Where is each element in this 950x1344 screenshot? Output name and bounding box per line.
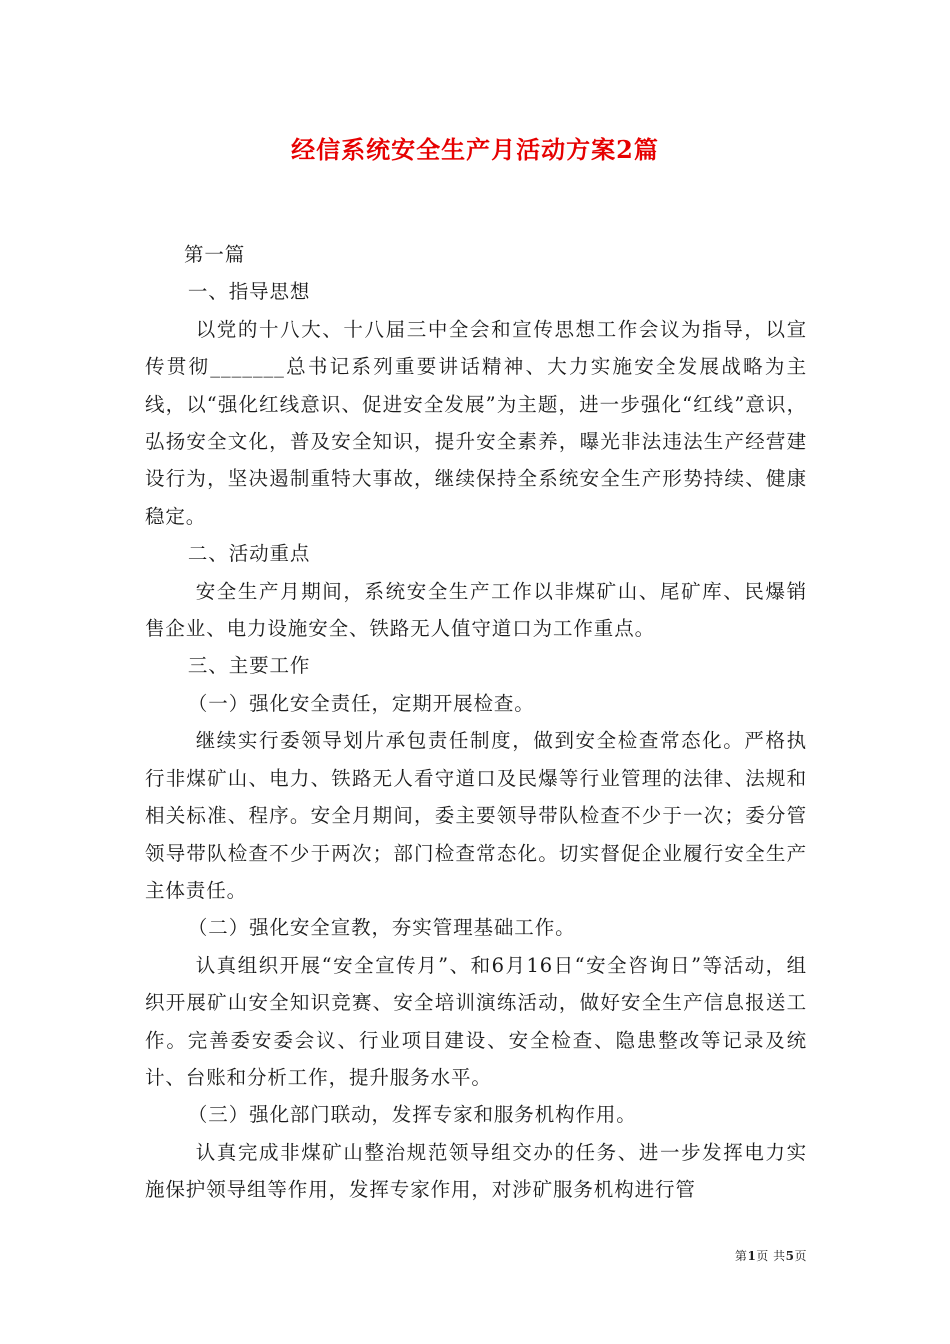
footer-suffix: 页 <box>794 1249 807 1263</box>
section-heading-activity-focus: 二、活动重点 <box>187 542 311 566</box>
section-heading-guiding-ideology: 一、指导思想 <box>187 280 311 304</box>
document-title: 经信系统安全生产月活动方案2篇 <box>291 135 659 164</box>
footer-total-pages: 5 <box>785 1249 795 1263</box>
subheading-department-linkage: （三）强化部门联动，发挥专家和服务机构作用。 <box>187 1103 637 1127</box>
footer-current-page: 1 <box>747 1249 757 1263</box>
paragraph-guiding-ideology: 以党的十八大、十八届三中全会和宣传思想工作会议为指导，以宣传贯彻_______总书记系列重要讲话精神、大力实施安全发展战略为主线，以“强化红线意识、促进安全发展”为主题，进一步强化“红线”意识，弘扬安全文化，普及安全知识，提升安全素养，曝光非法违法生产经营建设行为，坚决遏制重特大事故，继续保持全系统安全生产形势持续、健康稳定。 <box>145 317 807 528</box>
paragraph-activity-focus: 安全生产月期间，系统安全生产工作以非煤矿山、尾矿库、民爆销售企业、电力设施安全、铁路无人值守道口为工作重点。 <box>145 579 807 641</box>
footer-middle: 页 共 <box>756 1249 786 1263</box>
document-body <box>145 236 807 1209</box>
paragraph-safety-responsibility: 继续实行委领导划片承包责任制度，做到安全检查常态化。严格执行非煤矿山、电力、铁路无人看守道口及民爆等行业管理的法律、法规和相关标准、程序。安全月期间，委主要领导带队检查不少于一次；委分管领导带队检查不少于两次；部门检查常态化。切实督促企业履行安全生产主体责任。 <box>145 729 807 902</box>
section-heading-main-work: 三、主要工作 <box>187 654 311 678</box>
paragraph-department-linkage: 认真完成非煤矿山整治规范领导组交办的任务、进一步发挥电力实施保护领导组等作用，发挥专家作用，对涉矿服务机构进行管 <box>145 1140 807 1202</box>
page-number-footer <box>735 1247 807 1264</box>
part-label: 第一篇 <box>184 243 246 266</box>
footer-prefix: 第 <box>734 1249 748 1263</box>
paragraph-safety-education: 认真组织开展“安全宣传月”、和6月16日“安全咨询日”等活动，组织开展矿山安全知识竞赛、安全培训演练活动，做好安全生产信息报送工作。完善委安委会议、行业项目建设、安全检查、隐患整改等记录及统计、台账和分析工作，提升服务水平。 <box>145 953 807 1089</box>
subheading-safety-responsibility: （一）强化安全责任，定期开展检查。 <box>187 691 535 715</box>
subheading-safety-education: （二）强化安全宣教，夯实管理基础工作。 <box>187 916 576 940</box>
